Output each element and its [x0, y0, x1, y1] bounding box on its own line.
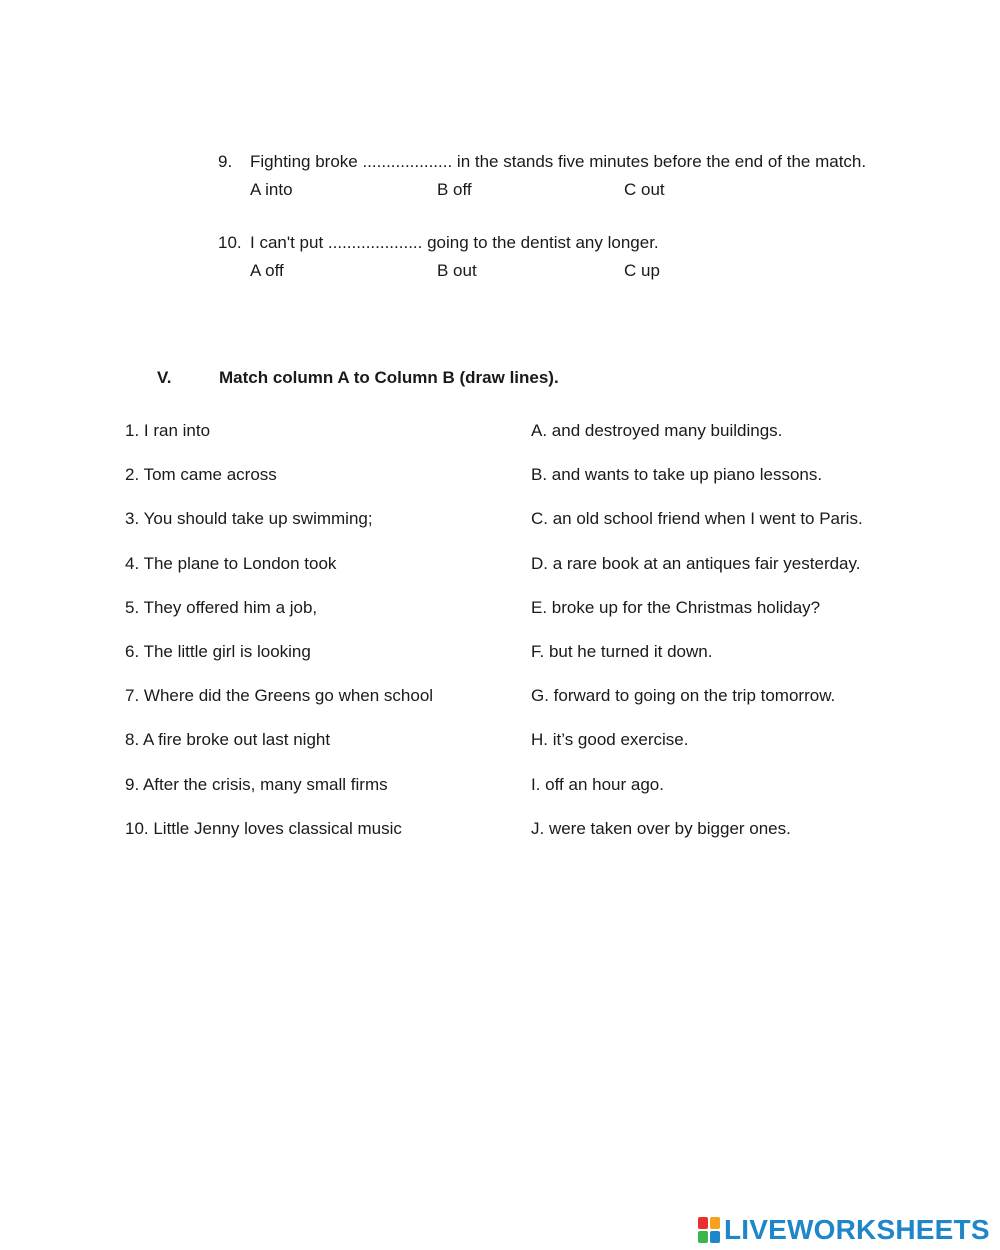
- column-a-item[interactable]: 4. The plane to London took: [125, 553, 337, 573]
- logo-square-green: [698, 1231, 708, 1243]
- question-number: 10.: [218, 233, 242, 252]
- option-a[interactable]: A into: [250, 180, 293, 199]
- match-row: [125, 421, 925, 465]
- section-number: V.: [157, 368, 172, 387]
- logo-square-red: [698, 1217, 708, 1229]
- column-b-item[interactable]: F. but he turned it down.: [531, 641, 713, 661]
- column-a-item[interactable]: 6. The little girl is looking: [125, 641, 311, 661]
- column-a-item[interactable]: 10. Little Jenny loves classical music: [125, 818, 402, 838]
- match-row: [125, 819, 925, 863]
- column-b-item[interactable]: B. and wants to take up piano lessons.: [531, 465, 823, 485]
- question-number: 9.: [218, 152, 233, 171]
- match-row: [125, 465, 925, 509]
- logo-text: LIVEWORKSHEETS: [724, 1214, 990, 1245]
- question-9: [218, 152, 938, 200]
- column-a-item[interactable]: 2. Tom came across: [125, 465, 277, 485]
- question-text: I can't put .................... going to the dentist any longer.: [250, 233, 659, 252]
- option-b[interactable]: B off: [437, 180, 472, 199]
- option-a[interactable]: A off: [250, 261, 284, 280]
- option-c[interactable]: C up: [624, 261, 660, 280]
- column-b-item[interactable]: H. it’s good exercise.: [531, 730, 689, 750]
- column-a-item[interactable]: 9. After the crisis, many small firms: [125, 774, 388, 794]
- match-row: [125, 598, 925, 642]
- option-c[interactable]: C out: [624, 180, 665, 199]
- column-b-item[interactable]: A. and destroyed many buildings.: [531, 421, 783, 440]
- options: [250, 261, 938, 281]
- match-row: [125, 775, 925, 819]
- column-b-item[interactable]: D. a rare book at an antiques fair yesterday.: [531, 553, 861, 573]
- logo-mark-icon: [698, 1217, 720, 1243]
- match-row: [125, 686, 925, 730]
- column-a-item[interactable]: 3. You should take up swimming;: [125, 509, 373, 529]
- column-a-item[interactable]: 8. A fire broke out last night: [125, 730, 331, 750]
- match-row: [125, 730, 925, 774]
- match-row: [125, 509, 925, 553]
- options: [250, 180, 938, 200]
- column-b-item[interactable]: J. were taken over by bigger ones.: [531, 818, 791, 838]
- column-b-item[interactable]: C. an old school friend when I went to Paris.: [531, 509, 863, 529]
- column-b-item[interactable]: E. broke up for the Christmas holiday?: [531, 597, 821, 617]
- column-a-item[interactable]: 7. Where did the Greens go when school: [125, 686, 434, 706]
- column-b-item[interactable]: G. forward to going on the trip tomorrow.: [531, 686, 836, 706]
- column-b-item[interactable]: I. off an hour ago.: [531, 774, 664, 794]
- matching-table: [125, 421, 925, 863]
- liveworksheets-logo: [698, 1214, 990, 1246]
- column-a-item[interactable]: 5. They offered him a job,: [125, 597, 318, 617]
- logo-square-blue: [710, 1231, 720, 1243]
- match-row: [125, 642, 925, 686]
- question-10: [218, 233, 938, 281]
- question-text: Fighting broke ................... in the stands five minutes before the end of the match.: [250, 152, 867, 171]
- match-row: [125, 554, 925, 598]
- section-title: Match column A to Column B (draw lines).: [219, 368, 559, 387]
- column-a-item[interactable]: 1. I ran into: [125, 421, 211, 440]
- logo-square-orange: [710, 1217, 720, 1229]
- option-b[interactable]: B out: [437, 261, 477, 280]
- section-heading: [157, 368, 559, 388]
